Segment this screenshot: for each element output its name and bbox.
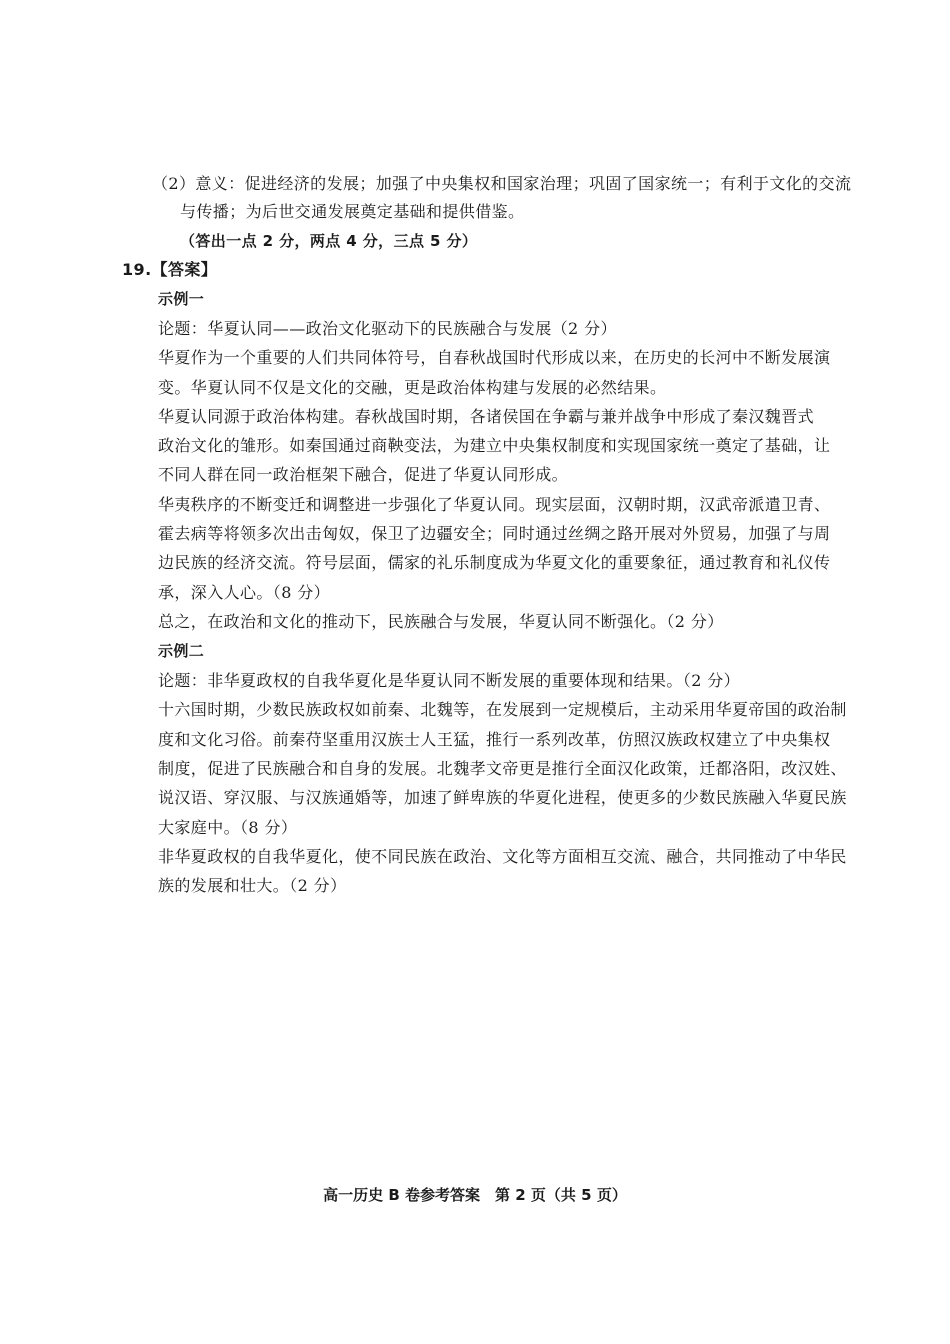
part2-meaning-line-1: （2）意义：促进经济的发展；加强了中央集权和国家治理；巩固了国家统一；有利于文化的交流 — [152, 174, 852, 193]
example-2-para-1-line: 十六国时期，少数民族政权如前秦、北魏等，在发展到一定规模后，主动采用华夏帝国的政治制 — [158, 700, 847, 719]
example-1-conclusion: 总之，在政治和文化的推动下，民族融合与发展，华夏认同不断强化。（2 分） — [158, 612, 724, 631]
example-1-title: 示例一 — [158, 290, 205, 308]
example-1-para-2-line: 华夏认同源于政治体构建。春秋战国时期，各诸侯国在争霸与兼并战争中形成了秦汉魏晋式 — [158, 407, 815, 426]
example-1-para-3-line: 华夷秩序的不断变迁和调整进一步强化了华夏认同。现实层面，汉朝时期，汉武帝派遣卫青、 — [158, 495, 831, 514]
part2-scoring-note: （答出一点 2 分，两点 4 分，三点 5 分） — [180, 232, 478, 250]
example-2-para-1-line: 说汉语、穿汉服、与汉族通婚等，加速了鲜卑族的华夏化进程，使更多的少数民族融入华夏民族 — [158, 788, 847, 807]
example-2-title: 示例二 — [158, 642, 205, 660]
example-2-para-1-line: 度和文化习俗。前秦苻坚重用汉族士人王猛，推行一系列改革，仿照汉族政权建立了中央集权 — [158, 730, 831, 749]
page-footer: 高一历史 B 卷参考答案 第 2 页（共 5 页） — [323, 1186, 627, 1204]
example-1-para-1-line: 华夏作为一个重要的人们共同体符号，自春秋战国时代形成以来，在历史的长河中不断发展演 — [158, 348, 831, 367]
example-1-para-3-line: 承，深入人心。（8 分） — [158, 583, 331, 602]
example-2-para-1-line: 制度，促进了民族融合和自身的发展。北魏孝文帝更是推行全面汉化政策，迁都洛阳，改汉姓、 — [158, 759, 847, 778]
example-2-conclusion-line: 非华夏政权的自我华夏化，使不同民族在政治、文化等方面相互交流、融合，共同推动了中华民 — [158, 847, 847, 866]
example-1-para-3-line: 霍去病等将领多次出击匈奴，保卫了边疆安全；同时通过丝绸之路开展对外贸易，加强了与周 — [158, 524, 831, 543]
example-2-conclusion-line: 族的发展和壮大。（2 分） — [158, 876, 347, 895]
example-1-thesis: 论题：华夏认同——政治文化驱动下的民族融合与发展（2 分） — [158, 319, 617, 338]
example-1-para-3-line: 边民族的经济交流。符号层面，儒家的礼乐制度成为华夏文化的重要象征，通过教育和礼仪传 — [158, 553, 831, 572]
example-1-para-1-line: 变。华夏认同不仅是文化的交融，更是政治体构建与发展的必然结果。 — [158, 378, 667, 397]
example-1-para-2-line: 不同人群在同一政治框架下融合，促进了华夏认同形成。 — [158, 465, 569, 484]
part2-meaning-line-2: 与传播；为后世交通发展奠定基础和提供借鉴。 — [180, 202, 525, 221]
example-1-para-2-line: 政治文化的雏形。如秦国通过商鞅变法，为建立中央集权制度和实现国家统一奠定了基础，让 — [158, 436, 831, 455]
example-2-thesis: 论题：非华夏政权的自我华夏化是华夏认同不断发展的重要体现和结果。（2 分） — [158, 671, 741, 690]
question-19-label: 19.【答案】 — [122, 260, 218, 279]
example-2-para-1-line: 大家庭中。（8 分） — [158, 818, 298, 837]
